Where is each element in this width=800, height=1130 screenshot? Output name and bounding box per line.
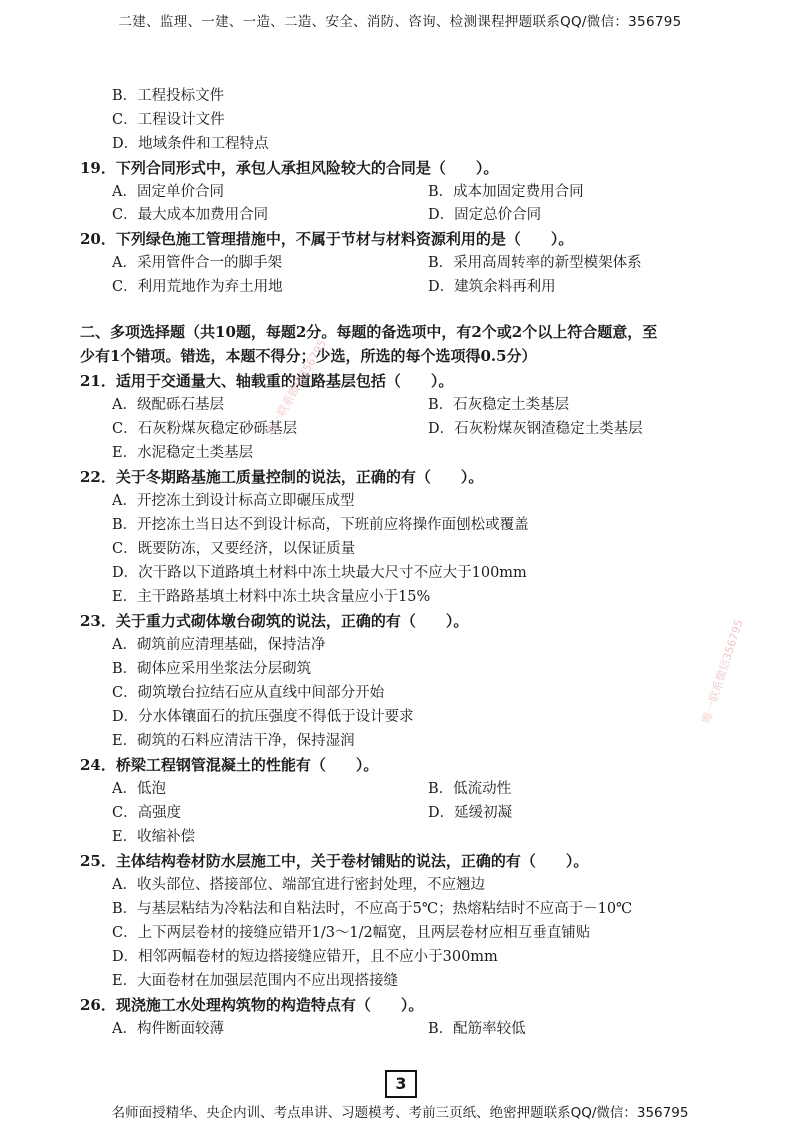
watermark: 唯一联系微信356795 — [263, 337, 329, 438]
option-line: C．既要防冻，又要经济，以保证质量 — [112, 541, 356, 557]
question-26: 26．现浇施工水处理构筑物的构造特点有（ ）。 — [80, 996, 424, 1014]
question-25: 25．主体结构卷材防水层施工中，关于卷材铺贴的说法，正确的有（ ）。 — [80, 852, 589, 870]
option-line: D．建筑余料再利用 — [428, 279, 556, 295]
header-banner: 二建、监理、一建、一造、二造、安全、消防、咨询、检测课程押题联系QQ/微信：356795 — [118, 14, 682, 30]
option-line: E．收缩补偿 — [112, 829, 196, 845]
option-line: B．采用高周转率的新型模架体系 — [428, 255, 642, 271]
option-line: D．次干路以下道路填土材料中冻土块最大尺寸不应大于100mm — [112, 565, 527, 581]
question-23: 23．关于重力式砌体墩台砌筑的说法，正确的有（ ）。 — [80, 612, 469, 630]
question-21: 21．适用于交通量大、轴载重的道路基层包括（ ）。 — [80, 372, 454, 390]
question-19: 19．下列合同形式中，承包人承担风险较大的合同是（ ）。 — [80, 159, 499, 177]
question-24: 24．桥梁工程钢管混凝土的性能有（ ）。 — [80, 756, 379, 774]
option-line: D．固定总价合同 — [428, 207, 542, 223]
option-line: E．砌筑的石料应清洁干净，保持湿润 — [112, 733, 355, 749]
option-line: E．主干路路基填土材料中冻土块含量应小于15% — [112, 589, 431, 605]
option-line: D．石灰粉煤灰钢渣稳定土类基层 — [428, 421, 643, 437]
question-22: 22．关于冬期路基施工质量控制的说法，正确的有（ ）。 — [80, 468, 484, 486]
option-line: A．级配砾石基层 — [112, 397, 224, 413]
option-line: B．低流动性 — [428, 781, 512, 797]
option-line: A．砌筑前应清理基础，保持洁净 — [112, 637, 326, 653]
option-line: B．与基层粘结为冷粘法和自粘法时，不应高于5℃；热熔粘结时不应高于－10℃ — [112, 901, 633, 917]
option-line: D．相邻两幅卷材的短边搭接缝应错开，且不应小于300mm — [112, 949, 498, 965]
option-line: A．采用管件合一的脚手架 — [112, 255, 282, 271]
option-line: D．延缓初凝 — [428, 805, 513, 821]
section-heading-cont: 少有1个错项。错选，本题不得分；少选，所选的每个选项得0.5分） — [80, 347, 537, 365]
option-line: C．石灰粉煤灰稳定砂砾基层 — [112, 421, 298, 437]
option-line: A．收头部位、搭接部位、端部宜进行密封处理，不应翘边 — [112, 877, 485, 893]
option-line: C．利用荒地作为弃土用地 — [112, 279, 283, 295]
option-line: A．开挖冻土到设计标高立即碾压成型 — [112, 493, 355, 509]
option-line: B．开挖冻土当日达不到设计标高，下班前应将操作面刨松或覆盖 — [112, 517, 529, 533]
page-number: 3 — [385, 1070, 417, 1098]
option-line: B．砌体应采用坐浆法分层砌筑 — [112, 661, 312, 677]
option-line: C．砌筑墩台拉结石应从直线中间部分开始 — [112, 685, 385, 701]
option-line: B．成本加固定费用合同 — [428, 184, 584, 200]
option-line: A．构件断面较薄 — [112, 1021, 224, 1037]
option-line: B．配筋率较低 — [428, 1021, 526, 1037]
option-line: C．高强度 — [112, 805, 182, 821]
section-heading: 二、多项选择题（共10题，每题2分。每题的备选项中，有2个或2个以上符合题意，至 — [80, 323, 658, 341]
footer-banner: 名师面授精华、央企内训、考点串讲、习题模考、考前三页纸、绝密押题联系QQ/微信：356795 — [111, 1105, 689, 1121]
option-line: A．低泡 — [112, 781, 166, 797]
question-20: 20．下列绿色施工管理措施中，不属于节材与材料资源利用的是（ ）。 — [80, 230, 574, 248]
option-line: B．石灰稳定土类基层 — [428, 397, 570, 413]
option-line: D．分水体镶面石的抗压强度不得低于设计要求 — [112, 709, 414, 725]
option-line: C．上下两层卷材的接缝应错开1/3～1/2幅宽，且两层卷材应相互垂直铺贴 — [112, 925, 591, 941]
option-line: B．工程投标文件 — [112, 88, 225, 104]
option-line: E．大面卷材在加强层范围内不应出现搭接缝 — [112, 973, 399, 989]
option-line: D．地域条件和工程特点 — [112, 136, 269, 152]
option-line: C．工程设计文件 — [112, 112, 225, 128]
option-line: A．固定单价合同 — [112, 184, 224, 200]
watermark: 唯一联系微信356795 — [699, 617, 746, 725]
option-line: C．最大成本加费用合同 — [112, 207, 269, 223]
option-line: E．水泥稳定土类基层 — [112, 445, 254, 461]
